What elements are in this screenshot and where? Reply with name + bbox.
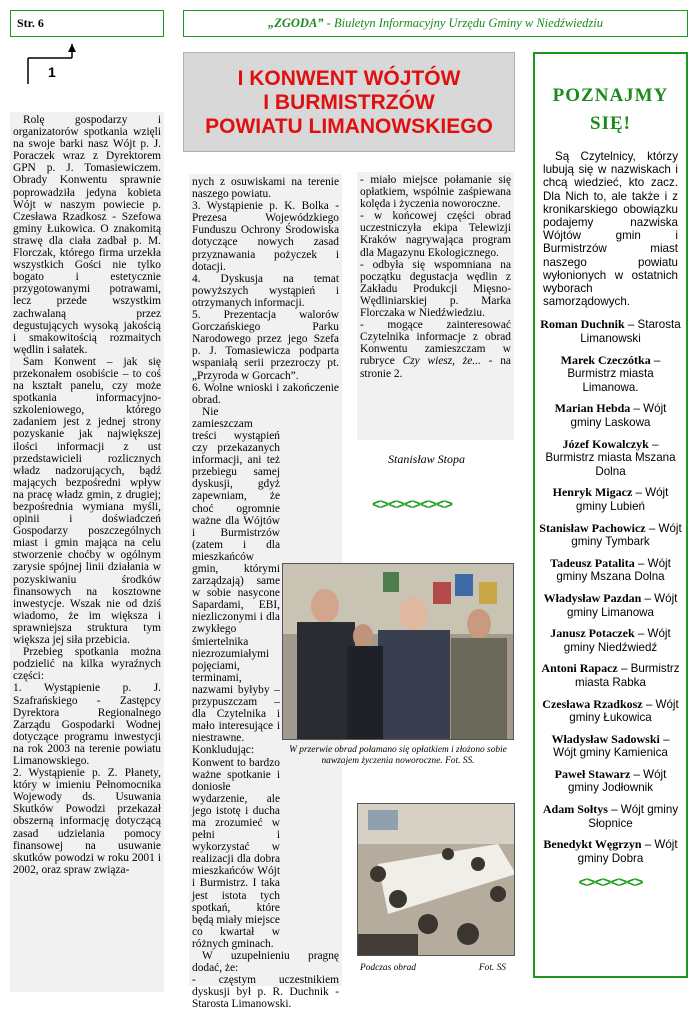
paragraph: 5. Prezentacja walorów Gorczańskiego Parku Narodowego przez jego Szefa p. J. Tomasiewicza podparta wspaniałą serii przezroczy pt. „Przyroda w Gorcach”. — [192, 309, 339, 382]
official-entry — [535, 698, 686, 725]
officials-list — [535, 318, 686, 865]
page-number — [10, 10, 164, 37]
photo-opłatek — [282, 563, 514, 740]
paragraph: Rolę gospodarzy i organizatorów spotkania wzięli na swoje barki nasz Wójt p. J. Poraczek wraz z Dyrektorem GPN p. J. Tomasiewiczem. Obrady Konwentu sprawnie poprowadziła jedyna kobieta Wójt w naszym powiecie p. Czesława Rzadkosz - Szefowa gminy Łukowica. O znakomitą strawę dla ciała zadbał p. M. Florczak, którego firma urzekła wszystkich Gości nie tylko bogato i estetycznie przygotowanymi potrawami, lecz przede wszystkim zachwalaną przez degustujących wysoką jakością i smakowitością rozmaitych wędlin i sałatek. — [13, 114, 161, 356]
official-role: – Wójt gminy Dobra — [577, 838, 678, 865]
sidebar-intro — [535, 150, 686, 308]
official-role: – Wójt gminy Niedźwiedź — [563, 627, 671, 654]
official-entry — [535, 838, 686, 865]
official-name: Władysław Pazdan — [543, 590, 642, 605]
title-line-1: I KONWENT WÓJTÓW — [237, 67, 461, 90]
official-entry — [535, 592, 686, 619]
paragraph-text: - mogące zainteresować Czytelnika informacje z obrad Konwentu zamieszczam w rubryce — [360, 319, 511, 368]
official-name: Roman Duchnik — [540, 317, 625, 332]
official-entry — [535, 557, 686, 584]
official-name: Adam Sołtys — [542, 802, 608, 817]
paragraph: 4. Dyskusja na temat powyższych wystąpień i otrzymanych informacji. — [192, 272, 339, 309]
caption-text: Podczas obrad — [360, 963, 416, 973]
official-entry — [535, 318, 686, 345]
official-name: Józef Kowalczyk — [562, 436, 649, 451]
official-name: Janusz Potaczek — [550, 626, 635, 641]
official-name: Stanisław Pachowicz — [539, 520, 646, 535]
official-entry — [535, 438, 686, 479]
official-name: Marek Czeczótka — [560, 352, 651, 367]
photo-caption: W przerwie obrad połamano się opłatkiem i złożono sobie nawzajem życzenia noworoczne. Fot. SS. — [289, 745, 507, 766]
official-role: – Burmistrz miasta Mszana Dolna — [545, 437, 676, 478]
official-role: – Starosta Limanowski — [580, 318, 681, 346]
decorative-divider: <><><><><> — [372, 497, 453, 514]
paragraph: 1. Wystąpienie p. J. Szafrańskiego - Zastępcy Dyrektora Regionalnego Zarządu Gospodarki Wodnej dotyczące programu inwestycji na rok 2003 na terenie powiatu Limanowskiego. — [13, 682, 161, 767]
sidebar-poznajmy-sie — [533, 52, 688, 978]
official-role: – Burmistrz miasta Limanowa. — [567, 353, 661, 394]
official-role: – Wójt gminy Laskowa — [570, 402, 667, 429]
official-role: – Wójt gminy Limanowa — [567, 591, 678, 619]
official-name: Czesława Rzadkosz — [542, 696, 643, 711]
paragraph — [360, 319, 511, 379]
sidebar-title-line-2: SIĘ! — [590, 113, 631, 134]
photo-meeting-image — [358, 804, 515, 956]
bulletin-name: „ZGODA” — [267, 16, 324, 30]
official-name: Benedykt Węgrzyn — [543, 837, 642, 852]
official-name: Tadeusz Patalita — [550, 555, 635, 570]
paragraph: - odbyła się wspomniana na początku degustacja wędlin z Zakładu Produkcji Mięsno-Wędliniarskiej p. Marka Florczaka w Niedźwiedziu. — [360, 258, 511, 320]
page-number-text: Str. 6 — [17, 16, 44, 30]
paragraph: Nie zamieszczam treści wystąpień czy przekazanych informacji, ani też przebiegu samej dyskusji, gdyż zapewniam, że choć ogromnie ważne dla Wójtów i Burmistrzów (zatem i dla mieszkańców gmin, którymi zarządzają) same w sobie nasycone Sapardami, EBI, niezliczonymi i dla zwykłego śmiertelnika niezrozumiałymi pojęciami, terminami, nazwami byłyby – przypuszczam – dla Czytelnika i mało interesujące i niestrawne. Konkludując: Konwent to bardzo ważne spotkanie i doniosłe wydarzenie, ale jego istotę i ducha ma zrozumieć w pełni i wykorzystać w realizacji dla dobra mieszkańców Wójt i Burmistrz. I taka jest istota tych spotkań, które będą miały miejsce co kwartał w różnych gminach. — [192, 405, 280, 950]
paragraph: 6. Wolne wnioski i zakończenie obrad. — [192, 381, 339, 406]
official-role: – Wójt gminy Kamienica — [553, 732, 670, 760]
paragraph-text: - na stronie 2. — [360, 355, 511, 380]
official-entry — [535, 522, 686, 549]
paragraph: W uzupełnieniu pragnę dodać, że: — [192, 950, 339, 975]
rubric-name: Czy wiesz, że... — [402, 355, 481, 368]
official-role: – Wójt gminy Lubień — [576, 486, 669, 513]
photo-credit: Fot. SS — [478, 963, 506, 973]
official-entry — [535, 662, 686, 689]
article-column-3 — [357, 172, 514, 440]
paragraph: Przebieg spotkania można podzielić na kilka wyraźnych części: — [13, 646, 161, 683]
official-entry — [535, 803, 686, 830]
official-name: Marian Hebda — [554, 401, 631, 416]
official-role: – Wójt gminy Tymbark — [571, 521, 682, 549]
official-role: – Wójt gminy Mszana Dolna — [556, 556, 671, 584]
article-title — [183, 52, 515, 152]
official-entry — [535, 354, 686, 395]
photo-obrady — [357, 803, 515, 956]
official-role: – Wójt gminy Słopnice — [588, 803, 679, 830]
sidebar-intro-text: Są Czytelnicy, którzy lubują się w nazwiskach i chcą wiedzieć, kto zacz. Dla Nich to, ale także i z kronikarskiego obowiązku podajemy nazwiska Wójtów gmin i Burmistrzów miast naszego powiatu wyłonionych w ostatnich wyborach samorządowych. — [543, 150, 678, 309]
title-line-3: POWIATU LIMANOWSKIEGO — [205, 115, 493, 138]
official-role: – Burmistrz miasta Rabka — [575, 662, 680, 689]
sidebar-title — [535, 82, 686, 138]
official-role: – Wójt gminy Łukowica — [569, 697, 679, 725]
official-entry — [535, 627, 686, 654]
paragraph: - miało miejsce połamanie się opłatkiem, wspólnie zaśpiewana kolęda i życzenia noworoczne. — [360, 174, 511, 211]
paragraph: - w końcowej części obrad uczestniczyła ekipa Telewizji Kraków nagrywająca program dla Magazynu Ekologicznego. — [360, 210, 511, 259]
official-entry — [535, 402, 686, 429]
paragraph: nych z osuwiskami na terenie naszego powiatu. — [192, 176, 339, 201]
official-name: Antoni Rapacz — [541, 661, 618, 676]
official-entry — [535, 733, 686, 760]
official-name: Paweł Stawarz — [554, 766, 631, 781]
official-entry — [535, 768, 686, 795]
paragraph: 2. Wystąpienie p. Z. Płanety, który w imieniu Pełnomocnika Wojewody ds. Usuwania Skutków Powodzi przekazał obszerną informację dotyczącą zasad udzielania pomocy finansowej na usuwanie skutków powodzi w roku 2001 i 2002, oraz spraw związa- — [13, 767, 161, 876]
official-name: Władysław Sadowski — [551, 731, 660, 746]
decorative-divider: <><><><> — [578, 875, 643, 893]
official-name: Henryk Migacz — [552, 485, 633, 500]
author-signature: Stanisław Stopa — [388, 452, 466, 466]
official-entry — [535, 486, 686, 513]
sidebar-title-line-1: POZNAJMY — [552, 85, 669, 106]
photo-caption — [360, 963, 510, 973]
photo-people-image — [283, 564, 514, 740]
paragraph: - częstym uczestnikiem dyskusji był p. R. Duchnik - Starosta Limanowski. — [192, 974, 339, 1010]
title-line-2: I BURMISTRZÓW — [263, 91, 435, 114]
bulletin-header — [183, 10, 688, 37]
paragraph: 3. Wystąpienie p. K. Bolka - Prezesa Wojewódzkiego Funduszu Ochrony Środowiska dotyczące nowych zasad przyznawania pożyczek i dotacji. — [192, 200, 339, 273]
official-role: – Wójt gminy Jodłownik — [567, 767, 667, 795]
continuation-number: 1 — [48, 64, 56, 80]
paragraph: Sam Konwent – jak się przekonałem osobiście – to coś na kształt panelu, czy może spotkania informacyjno-szkoleniowego, którego zadaniem jest z jednej strony pozyskanie jak największej ilości informacji z ust przedstawicieli rozlicznych władz nadzorujących, bądź mających bezpośredni wpływ na pracę władz gmin, z drugiej; bezpośrednia wymiana myśli, opinii i doświadczeń Gospodarzy poszczególnych miast i gmin mająca na celu stworzenie choćby w ogólnym zarysie spójnej linii działania w pozyskiwaniu środków finansowych na kosztowne inwestycje. Wszak nie od dziś wiadomo, że im większa i sprawniejsza struktura tym większa jej siła przebicia. — [13, 355, 161, 647]
bulletin-subtitle: - Biuletyn Informacyjny Urzędu Gminy w Niedźwiedziu — [323, 16, 604, 30]
article-column-1 — [10, 112, 164, 992]
